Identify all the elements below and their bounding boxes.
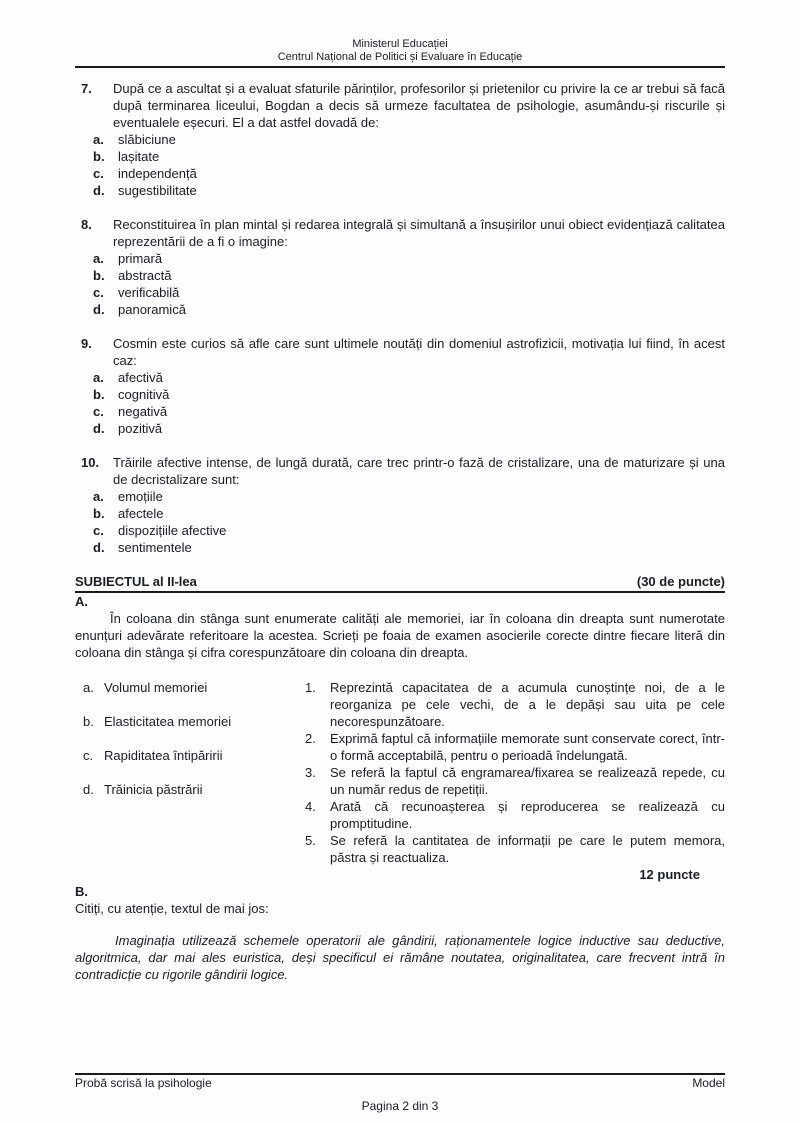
question-7-head [75,80,725,131]
option-text: emoțiile [118,489,163,504]
option-letter: a. [93,489,104,504]
item-text: Trăinicia păstrării [104,782,203,797]
section-2-heading [75,573,725,593]
option-9a [75,369,725,386]
option-9c [75,403,725,420]
option-text: negativă [118,404,168,419]
option-9b [75,386,725,403]
multiple-choice-questions [75,80,725,556]
option-letter: a. [93,370,104,385]
question-9 [75,335,725,437]
right-item-1 [305,679,725,730]
part-a-points: 12 puncte [639,867,700,882]
right-item-3 [305,764,725,798]
item-text: Exprimă faptul că informațiile memorate sunt conservate corect, într-o formă acceptabilă, pentru o perioadă îndelungată. [330,731,725,763]
header-line-ministry: Ministerul Educației [352,38,448,50]
option-text: sugestibilitate [118,183,197,198]
option-7d [75,182,725,199]
section-2-title: SUBIECTUL al II-lea [75,574,197,589]
option-letter: d. [93,421,105,436]
part-a-intro: În coloana din stânga sunt enumerate calități ale memoriei, iar în coloana din dreapta sunt numerotate enunțuri adevărate referitoare la acestea. Scrieți pe foaia de examen asocierile corecte dintre fiecare literă din coloana din stânga și cifra corespunzătoare din coloana din dreapta. [75,611,725,660]
matching-left-column [75,679,305,866]
option-text: primară [118,251,163,266]
option-text: lașitate [118,149,160,164]
item-number: 4. [305,799,316,814]
option-text: afectele [118,506,164,521]
item-text: Volumul memoriei [104,680,208,695]
option-letter: c. [93,523,104,538]
question-9-head [75,335,725,369]
option-text: afectivă [118,370,163,385]
option-8c [75,284,725,301]
option-letter: b. [93,149,105,164]
option-7c [75,165,725,182]
left-item-b [75,713,305,730]
left-item-d [75,781,305,798]
item-text: Rapiditatea întipăririi [104,748,223,763]
option-letter: d. [93,183,105,198]
question-10-head [75,454,725,488]
question-number: 10. [81,455,100,470]
option-8b [75,267,725,284]
option-letter: c. [93,166,104,181]
option-8d [75,301,725,318]
option-10c [75,522,725,539]
item-text: Se referă la cantitatea de informații pe care le putem memora, păstra și reactualiza. [330,833,725,865]
header-line-center: Centrul Național de Politici și Evaluare în Educație [277,51,523,63]
item-text: Elasticitatea memoriei [104,714,232,729]
option-text: abstractă [118,268,172,283]
option-letter: a. [93,251,104,266]
option-letter: c. [93,285,104,300]
right-item-2 [305,730,725,764]
footer-exam-name: Probă scrisă la psihologie [75,1076,212,1090]
option-letter: d. [93,302,105,317]
option-letter: c. [93,404,104,419]
right-item-5 [305,832,725,866]
option-8a [75,250,725,267]
question-7 [75,80,725,199]
option-letter: b. [93,387,105,402]
footer-model-label: Model [692,1076,725,1090]
question-8-head [75,216,725,250]
page-content [75,0,725,983]
item-text: Se referă la faptul că engramarea/fixarea se realizează repede, cu un număr redus de repetiții. [330,765,725,797]
question-10 [75,454,725,556]
matching-right-column [305,679,725,866]
option-text: panoramică [118,302,186,317]
option-10a [75,488,725,505]
option-10d [75,539,725,556]
matching-exercise [75,679,725,866]
part-b-instruction: Citiți, cu atenție, textul de mai jos: [75,901,269,916]
item-letter: d. [83,782,94,797]
question-number: 9. [81,336,92,351]
option-9d [75,420,725,437]
question-text: Cosmin este curios să afle care sunt ultimele noutăți din domeniul astrofizicii, motivația lui fiind, în acest caz: [113,336,725,368]
option-text: independență [118,166,197,181]
item-text: Arată că recunoașterea și reproducerea se realizează cu promptitudine. [330,799,725,831]
part-b-quote: Imaginația utilizează schemele operatorii ale gândirii, raționamentele logice inductive sau deductive, algoritmica, dar mai ales euristica, deși specificul ei rămâne noutatea, originalitatea, care frecvent intră în contradicție cu rigorile gândirii logice. [75,933,725,982]
option-text: pozitivă [118,421,163,436]
item-number: 2. [305,731,316,746]
part-b-label: B. [75,884,88,899]
option-text: sentimentele [118,540,192,555]
left-item-a [75,679,305,696]
option-letter: b. [93,506,105,521]
item-number: 1. [305,680,316,695]
option-text: cognitivă [118,387,170,402]
option-7a [75,131,725,148]
option-letter: a. [93,132,104,147]
part-a-label: A. [75,594,88,609]
option-text: verificabilă [118,285,180,300]
item-letter: b. [83,714,94,729]
option-letter: d. [93,540,105,555]
question-number: 7. [81,81,92,96]
section-2-points: (30 de puncte) [636,574,725,589]
question-text: După ce a ascultat și a evaluat sfaturile părinților, profesorilor și prietenilor cu privire la ce ar trebui să facă după terminarea liceului, Bogdan a decis să urmeze facultatea de psihologie, asumându-și riscurile și eventualele eșecuri. El a dat astfel dovadă de: [113,81,725,130]
item-letter: c. [83,748,94,763]
option-7b [75,148,725,165]
left-item-c [75,747,305,764]
footer-row [75,1075,725,1091]
footer-page-number: Pagina 2 din 3 [361,1099,439,1113]
item-text: Reprezintă capacitatea de a acumula cunoștințe noi, de a le reorganiza pe cele vechi, de a le depăși sau uita pe cele necorespunzătoare. [330,680,725,729]
option-10b [75,505,725,522]
question-text: Trăirile afective intense, de lungă durată, care trec printr-o fază de cristalizare, una de maturizare și una de decristalizare sunt: [113,455,725,487]
document-footer [75,1073,725,1113]
right-item-4 [305,798,725,832]
question-8 [75,216,725,318]
option-text: dispozițiile afective [118,523,227,538]
document-header [75,0,725,68]
question-text: Reconstituirea în plan mintal și redarea integrală și simultană a însușirilor unui obiect evidențiază calitatea reprezentării de a fi o imagine: [113,217,725,249]
option-text: slăbiciune [118,132,176,147]
item-letter: a. [83,680,94,695]
option-letter: b. [93,268,105,283]
item-number: 3. [305,765,316,780]
item-number: 5. [305,833,316,848]
question-number: 8. [81,217,92,232]
